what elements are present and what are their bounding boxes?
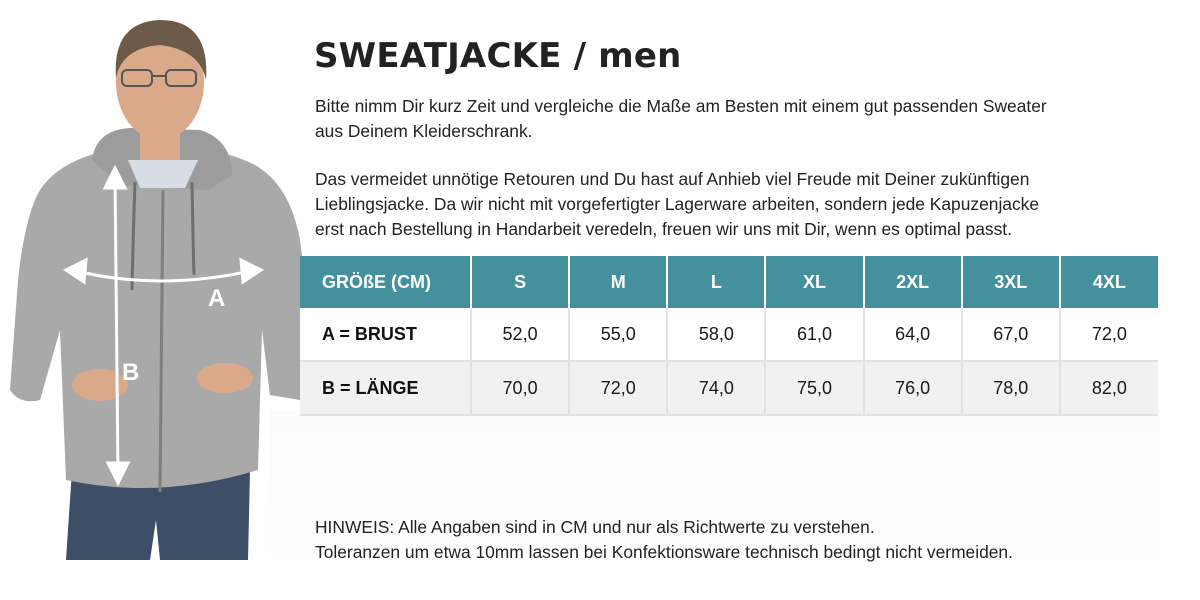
table-cell: 70,0 (471, 361, 569, 415)
table-row-brust (300, 308, 1158, 361)
size-table (300, 256, 1158, 416)
header-size: 4XL (1060, 256, 1158, 308)
table-cell: 61,0 (765, 308, 863, 361)
intro-line: Bitte nimm Dir kurz Zeit und vergleiche die Maße am Besten mit einem gut passenden Sweater (315, 96, 1047, 116)
table-cell: 58,0 (667, 308, 765, 361)
header-size: XL (765, 256, 863, 308)
label-b: B (122, 359, 140, 386)
table-cell: 55,0 (569, 308, 667, 361)
header-size-label: GRÖßE (CM) (300, 256, 471, 308)
details-line: Das vermeidet unnötige Retouren und Du hast auf Anhieb viel Freude mit Deiner zukünftigen (315, 169, 1030, 189)
table-cell: 72,0 (1060, 308, 1158, 361)
table-cell: 74,0 (667, 361, 765, 415)
row-label: A = BRUST (300, 308, 471, 361)
header-size: M (569, 256, 667, 308)
table-header-row (300, 256, 1158, 308)
table-cell: 75,0 (765, 361, 863, 415)
table-cell: 64,0 (864, 308, 962, 361)
details-line: Lieblingsjacke. Da wir nicht mit vorgefertigter Lagerware arbeiten, sondern jede Kapuzenjacke (315, 194, 1040, 214)
intro-paragraph (315, 94, 1047, 144)
header-size: 3XL (962, 256, 1060, 308)
header-size: S (471, 256, 569, 308)
details-paragraph (315, 167, 1039, 242)
table-cell: 72,0 (569, 361, 667, 415)
hint-note (315, 515, 1013, 565)
intro-line: aus Deinem Kleiderschrank. (315, 121, 533, 141)
row-label: B = LÄNGE (300, 361, 471, 415)
hint-line: Toleranzen um etwa 10mm lassen bei Konfektionsware technisch bedingt nicht vermeiden. (315, 542, 1013, 562)
page-title: SWEATJACKE / men (314, 36, 682, 76)
header-size: L (667, 256, 765, 308)
table-cell: 76,0 (864, 361, 962, 415)
table-cell: 67,0 (962, 308, 1060, 361)
table-row-laenge (300, 361, 1158, 415)
table-cell: 82,0 (1060, 361, 1158, 415)
label-a: A (208, 285, 226, 312)
table-cell: 78,0 (962, 361, 1060, 415)
hint-line: HINWEIS: Alle Angaben sind in CM und nur als Richtwerte zu verstehen. (315, 517, 875, 537)
details-line: erst nach Bestellung in Handarbeit veredeln, freuen wir uns mit Dir, wenn es optimal passt. (315, 219, 1012, 239)
header-size: 2XL (864, 256, 962, 308)
table-cell: 52,0 (471, 308, 569, 361)
